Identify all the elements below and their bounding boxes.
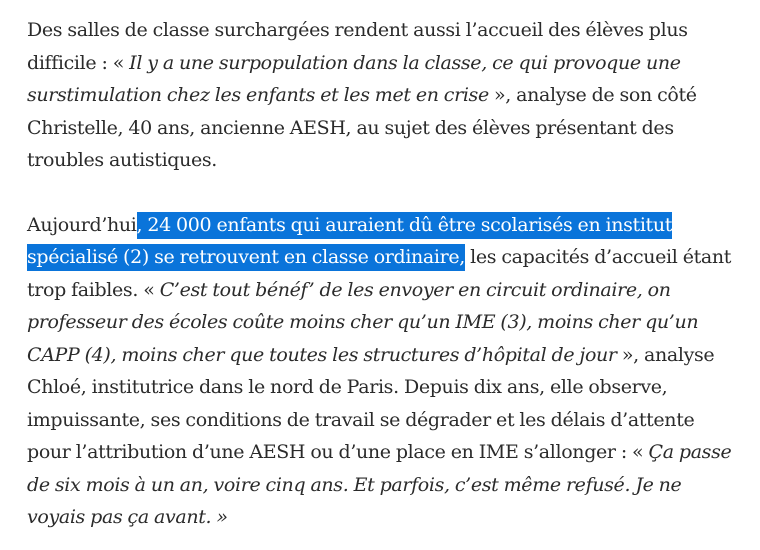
text-line [27,144,747,177]
text-line [27,209,747,242]
text-line [27,112,747,145]
text-run: trop faibles. « [27,278,160,301]
text-run: », analyse de son côté [488,84,697,106]
text-line [27,436,747,469]
quote-italic: surstimulation chez les enfants et les met en crise [27,84,489,106]
text-line [27,371,747,404]
text-line [27,47,747,80]
text-line [27,501,747,534]
text-run: difficile : « [27,51,130,74]
text-run: », analyse [616,343,715,366]
text-line [27,14,747,47]
text-line [27,339,747,372]
paragraph-overcrowded-classes [27,14,747,177]
text-run: Aujourd’hui [27,213,137,236]
text-run: impuissante, ses conditions de travail se dégrader et les délais d’attente [27,408,695,431]
text-line [27,469,747,502]
quote-italic: Ça passe [648,441,732,463]
quote-italic: C’est tout bénéf’ de les envoyer en circuit ordinaire, on [159,278,671,301]
quote-italic: professeur des écoles coûte moins cher qu’un IME (3), moins cher qu’un [27,311,699,333]
selected-text[interactable]: , 24 000 enfants qui auraient dû être scolarisés en institut [137,212,673,239]
quote-italic: Il y a une surpopulation dans la classe, ce qui provoque une [129,51,681,74]
text-line [27,404,747,437]
quote-italic: voyais pas ça avant. » [27,506,228,528]
quote-italic: de six mois à un an, voire cinq ans. Et parfois, c’est même refusé. Je ne [27,473,682,496]
text-run: troubles autistiques. [27,149,217,171]
article-body [27,14,747,534]
text-run: les capacités d’accueil étant [464,246,732,268]
text-run: Chloé, institutrice dans le nord de Paris. Depuis dix ans, elle observe, [27,376,668,398]
quote-italic: CAPP (4), moins cher que toutes les structures d’hôpital de jour [27,343,617,366]
text-line [27,306,747,339]
text-run: pour l’attribution d’une AESH ou d’une place en IME s’allonger : « [27,441,649,463]
text-line [27,241,747,274]
text-run: Christelle, 40 ans, ancienne AESH, au sujet des élèves présentant des [27,116,674,139]
paragraph-specialized-institutes[interactable] [27,209,747,534]
text-line [27,79,747,112]
text-run: Des salles de classe surchargées rendent aussi l’accueil des élèves plus [27,19,688,41]
selected-text[interactable]: spécialisé (2) se retrouvent en classe ordinaire, [27,244,465,271]
text-line [27,274,747,307]
